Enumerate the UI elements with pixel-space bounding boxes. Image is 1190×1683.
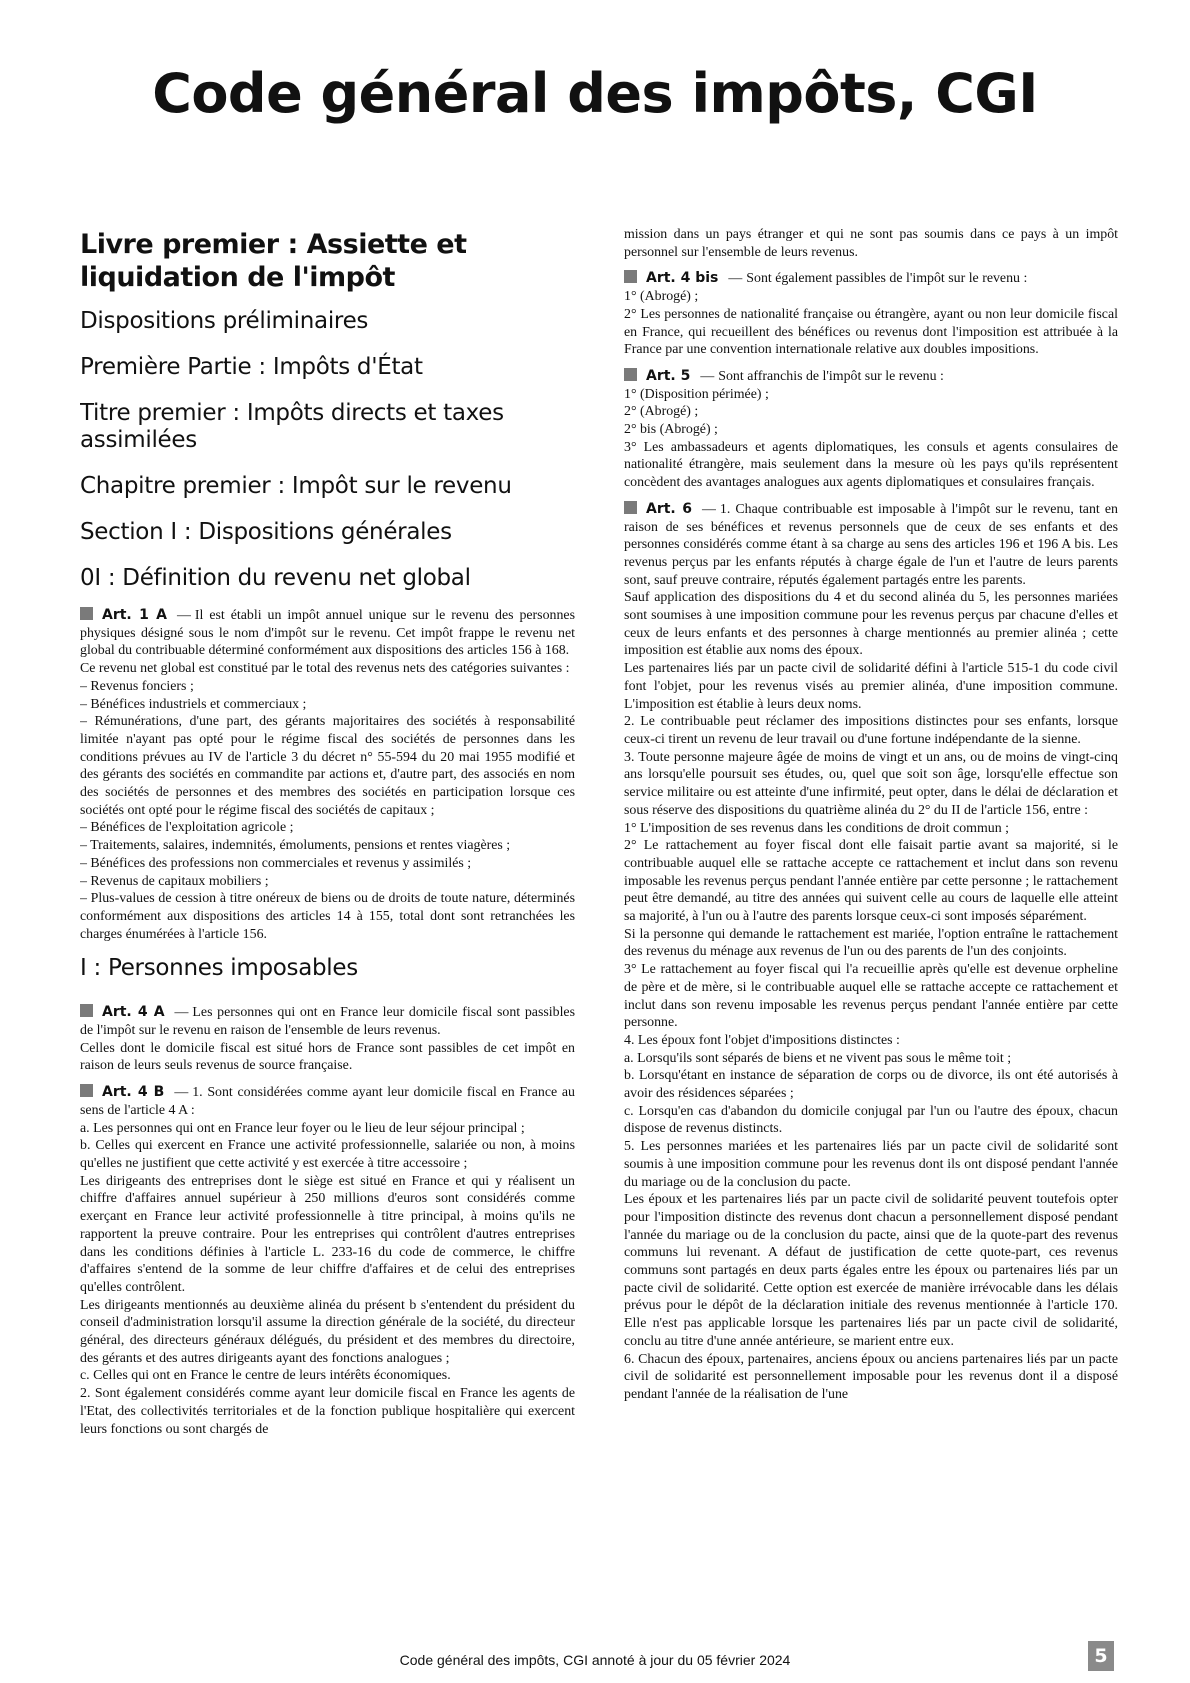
article-label: Art. 4 bis	[646, 270, 719, 287]
article-paragraph: Art. 4 bis — Sont également passibles de l'impôt sur le revenu :	[624, 270, 1118, 288]
article-paragraph: Les dirigeants mentionnés au deuxième alinéa du présent b s'entendent du président du conseil d'administration lorsqu'il assume la direction générale de la société, du directeur général, des directeurs généraux délégués, du président et des membres du directoire, des gérants et des autres dirigeants ayant des fonctions analogues ;	[80, 1297, 575, 1366]
article-paragraph: 3° Le rattachement au foyer fiscal qui l'a recueillie après qu'elle est devenue orpheline de père et de mère, si le contribuable auquel elle se rattache accepte ce rattachement et inclut dans son revenu imposable les revenus perçus pendant l'année entière par cette personne.	[624, 962, 1118, 1031]
article-paragraph: Les époux et les partenaires liés par un pacte civil de solidarité peuvent toutefois opter pour l'imposition distincte des revenus dont chacun a personnellement disposé pendant l'année du mariage ou de la conclusion du pacte, ainsi que de la quote-part des revenus communs lui revenant. A défaut de justification de cette quote-part, ces revenus communs sont partagés en deux parts égales entre les époux ou partenaires liés par un pacte civil de solidarité. Cette option est exercée de manière irrévocable dans les délais prévus pour le dépôt de la déclaration initiale des revenus mentionnée à l'article 170. Elle n'est pas applicable lorsque les partenaires liés par un pacte civil de solidarité, conclu au titre d'une année antérieure, se marient entre eux.	[624, 1192, 1118, 1349]
article-paragraph: – Rémunérations, d'une part, des gérants majoritaires des sociétés à responsabilité limitée n'ayant pas opté pour le régime fiscal des sociétés de personnes dans les conditions prévues au IV de l'article 3 du décret n° 55-594 du 20 mai 1955 modifié et des gérants des sociétés en commandite par actions et, d'autre part, des associés en nom des sociétés de personnes et des membres des sociétés en participation lorsque ces sociétés ont opté pour le régime fiscal des sociétés de capitaux ;	[80, 714, 575, 818]
article-paragraph: Art. 6 — 1. Chaque contribuable est imposable à l'impôt sur le revenu, tant en raison de ses bénéfices et revenus personnels que de ceux de ses enfants et des personnes considérés comme étant à sa charge au sens des articles 196 et 196 A bis. Les revenus perçus par les enfants réputés à charge égale de l'un et l'autre de leurs parents sont, sauf preuve contraire, réputés également partagés entre les parents.	[624, 500, 1118, 588]
left-column	[80, 228, 575, 1618]
heading-dispositions: Dispositions préliminaires	[80, 308, 369, 334]
article-paragraph: – Bénéfices industriels et commerciaux ;	[80, 696, 307, 712]
article-paragraph: 6. Chacun des époux, partenaires, anciens époux ou anciens partenaires liés par un pacte civil de solidarité est personnellement imposable pour les revenus dont il a disposé pendant l'année de la réalisation de l'une	[624, 1351, 1118, 1402]
article-paragraph: 2° bis (Abrogé) ;	[624, 422, 718, 438]
article-label: Art. 1 A	[102, 607, 168, 623]
heading-partie: Première Partie : Impôts d'État	[80, 354, 423, 380]
article-5	[624, 368, 1118, 492]
article-label: Art. 5	[646, 367, 691, 384]
article-marker-icon	[624, 270, 637, 283]
article-6	[624, 501, 1118, 1404]
article-paragraph: Art. 1 A — Il est établi un impôt annuel unique sur le revenu des personnes physiques désigné sous le nom d'impôt sur le revenu. Cet impôt frappe le revenu net global du contribuable déterminé conformément aux dispositions des articles 156 à 168.	[80, 607, 575, 659]
page-number: 5	[1088, 1641, 1114, 1671]
article-label: Art. 4 B	[102, 1084, 165, 1101]
article-4b	[80, 1084, 575, 1438]
heading-personnes: I : Personnes imposables	[80, 955, 358, 982]
article-paragraph: b. Celles qui exercent en France une activité professionnelle, salariée ou non, à moins qu'elles ne justifient que cette activité y est exercée à titre accessoire ;	[80, 1138, 575, 1171]
article-paragraph: 2° Les personnes de nationalité française ou étrangère, ayant ou non leur domicile fiscal en France, qui recueillent des bénéfices ou revenus dont l'imposition est attribuée à la France par une convention internationale relative aux doubles impositions.	[624, 306, 1118, 358]
article-marker-icon	[80, 1004, 93, 1017]
article-paragraph: Les dirigeants des entreprises dont le siège est situé en France et qui y réalisent un chiffre d'affaires annuel supérieur à 250 millions d'euros sont considérés comme exerçant en France leur activité professionnelle à titre principal, à moins qu'ils ne rapportent la preuve contraire. Pour les entreprises qui contrôlent d'autres entreprises dans les conditions définies à l'article L. 233-16 du code de commerce, le chiffre d'affaires s'entend de la somme de leur chiffre d'affaires et de celui des entreprises qu'elles contrôlent.	[80, 1173, 575, 1295]
article-paragraph: 2. Sont également considérés comme ayant leur domicile fiscal en France les agents de l'Etat, des collectivités territoriales et de la fonction publique hospitalière qui exercent leurs fonctions ou sont chargés de	[80, 1386, 575, 1437]
livre-heading: Livre premier : Assiette et liquidation de l'impôt	[80, 229, 467, 293]
article-paragraph: a. Les personnes qui ont en France leur foyer ou le lieu de leur séjour principal ;	[80, 1120, 525, 1136]
article-4a	[80, 1004, 575, 1075]
article-paragraph: 3. Toute personne majeure âgée de moins de vingt et un ans, ou de moins de vingt-cinq ans lorsqu'elle poursuit ses études, ou, quel que soit son âge, lorsqu'elle effectue son service militaire ou est atteinte d'une infirmité, peut opter, dans le délai de déclaration et sous réserve des dispositions du quatrième alinéa du 2° du II de l'article 156, entre :	[624, 749, 1118, 818]
article-paragraph: c. Celles qui ont en France le centre de leurs intérêts économiques.	[80, 1368, 451, 1384]
article-paragraph: – Bénéfices de l'exploitation agricole ;	[80, 820, 294, 836]
article-paragraph: c. Lorsqu'en cas d'abandon du domicile conjugal par l'un ou l'autre des époux, chacun dispose de revenus distincts.	[624, 1103, 1118, 1137]
heading-section: Section I : Dispositions générales	[80, 519, 452, 545]
article-paragraph: Ce revenu net global est constitué par le total des revenus nets des catégories suivantes :	[80, 661, 570, 677]
article-paragraph: – Traitements, salaires, indemnités, émoluments, pensions et rentes viagères ;	[80, 838, 511, 854]
article-marker-icon	[80, 1084, 93, 1097]
article-marker-icon	[624, 368, 637, 381]
article-paragraph: Si la personne qui demande le rattachement est mariée, l'option entraîne le rattachement des revenus du ménage aux revenus de l'un ou des parents de l'un des conjoints.	[624, 926, 1118, 960]
article-paragraph: Sauf application des dispositions du 4 et du second alinéa du 5, les personnes mariées sont soumises à une imposition commune pour les revenus perçus par chacune d'elles et ceux de leurs enfants et des personnes à charge mentionnés au premier alinéa ; cette imposition est établie aux noms des époux.	[624, 590, 1118, 659]
article-paragraph: mission dans un pays étranger et qui ne sont pas soumis dans ce pays à un impôt personnel sur l'ensemble de leurs revenus.	[624, 227, 1118, 260]
heading-chapitre: Chapitre premier : Impôt sur le revenu	[80, 473, 512, 499]
article-paragraph: 1° L'imposition de ses revenus dans les conditions de droit commun ;	[624, 820, 1009, 836]
article-marker-icon	[624, 501, 637, 514]
article-paragraph: 3° Les ambassadeurs et agents diplomatiques, les consuls et agents consulaires de nationalité étrangère, mais seulement dans la mesure où les pays qu'ils représentent concèdent des avantages analogues aux agents diplomatiques et consulaires français.	[624, 439, 1118, 491]
article-paragraph: Art. 4 A — Les personnes qui ont en France leur domicile fiscal sont passibles de l'impôt sur le revenu en raison de l'ensemble de leurs revenus.	[80, 1004, 575, 1039]
article-paragraph: – Bénéfices des professions non commerciales et revenus y assimilés ;	[80, 855, 472, 871]
article-paragraph: 1° (Disposition périmée) ;	[624, 386, 769, 402]
article-paragraph: – Revenus fonciers ;	[80, 678, 194, 694]
article-4-bis	[624, 270, 1118, 359]
article-paragraph: – Revenus de capitaux mobiliers ;	[80, 873, 269, 889]
article-paragraph: 2. Le contribuable peut réclamer des impositions distinctes pour ses enfants, lorsque ceux-ci tirent un revenu de leur travail ou d'une fortune indépendante de la sienne.	[624, 714, 1118, 747]
article-label: Art. 4 A	[102, 1004, 165, 1021]
article-paragraph: Art. 5 — Sont affranchis de l'impôt sur le revenu :	[624, 368, 1118, 386]
heading-titre: Titre premier : Impôts directs et taxes assimilées	[80, 400, 504, 453]
article-paragraph: – Plus-values de cession à titre onéreux de biens ou de droits de toute nature, déterminés conformément aux dispositions des articles 14 à 155, total dont sont retranchées les charges énumérées à l'article 156.	[80, 891, 575, 942]
article-paragraph: Les partenaires liés par un pacte civil de solidarité défini à l'article 515-1 du code civil font l'objet, pour les revenus visés au premier alinéa, d'une imposition commune. L'imposition est établie à leurs deux noms.	[624, 661, 1118, 712]
article-paragraph: 4. Les époux font l'objet d'impositions distinctes :	[624, 1032, 900, 1048]
page-title: Code général des impôts, CGI	[152, 62, 1038, 125]
article-paragraph: 1° (Abrogé) ;	[624, 289, 699, 305]
article-paragraph: 2° Le rattachement au foyer fiscal dont elle faisait partie avant sa majorité, si le contribuable auquel elle se rattache accepte ce rattachement et inclut dans son revenu imposable les revenus perçus pendant l'année entière par cette personne ; le rattachement peut être demandé, au titre des années qui suivent celle au cours de laquelle elle atteint sa majorité, à l'un ou à l'autre des parents lorsque ceux-ci sont imposés séparément.	[624, 838, 1118, 925]
heading-definition: 0I : Définition du revenu net global	[80, 565, 471, 591]
article-paragraph: Art. 4 B — 1. Sont considérées comme ayant leur domicile fiscal en France au sens de l'article 4 A :	[80, 1084, 575, 1118]
article-1a	[80, 607, 575, 943]
article-paragraph: Celles dont le domicile fiscal est situé hors de France sont passibles de cet impôt en raison de leurs seuls revenus de source française.	[80, 1040, 575, 1074]
article-4b-continued	[624, 226, 1118, 261]
article-paragraph: b. Lorsqu'étant en instance de séparation de corps ou de divorce, ils ont été autorisés à avoir des résidences séparées ;	[624, 1068, 1118, 1102]
right-column	[624, 226, 1118, 1616]
article-paragraph: 2° (Abrogé) ;	[624, 404, 699, 420]
article-paragraph: 5. Les personnes mariées et les partenaires liés par un pacte civil de solidarité sont soumis à une imposition commune pour les revenus dont ils ont disposé pendant l'année du mariage ou de la conclusion du pacte.	[624, 1139, 1118, 1190]
article-paragraph: a. Lorsqu'ils sont séparés de biens et ne vivent pas sous le même toit ;	[624, 1050, 1012, 1066]
footer-text: Code général des impôts, CGI annoté à jour du 05 février 2024	[399, 1652, 791, 1668]
article-marker-icon	[80, 607, 93, 620]
article-label: Art. 6	[646, 500, 692, 517]
